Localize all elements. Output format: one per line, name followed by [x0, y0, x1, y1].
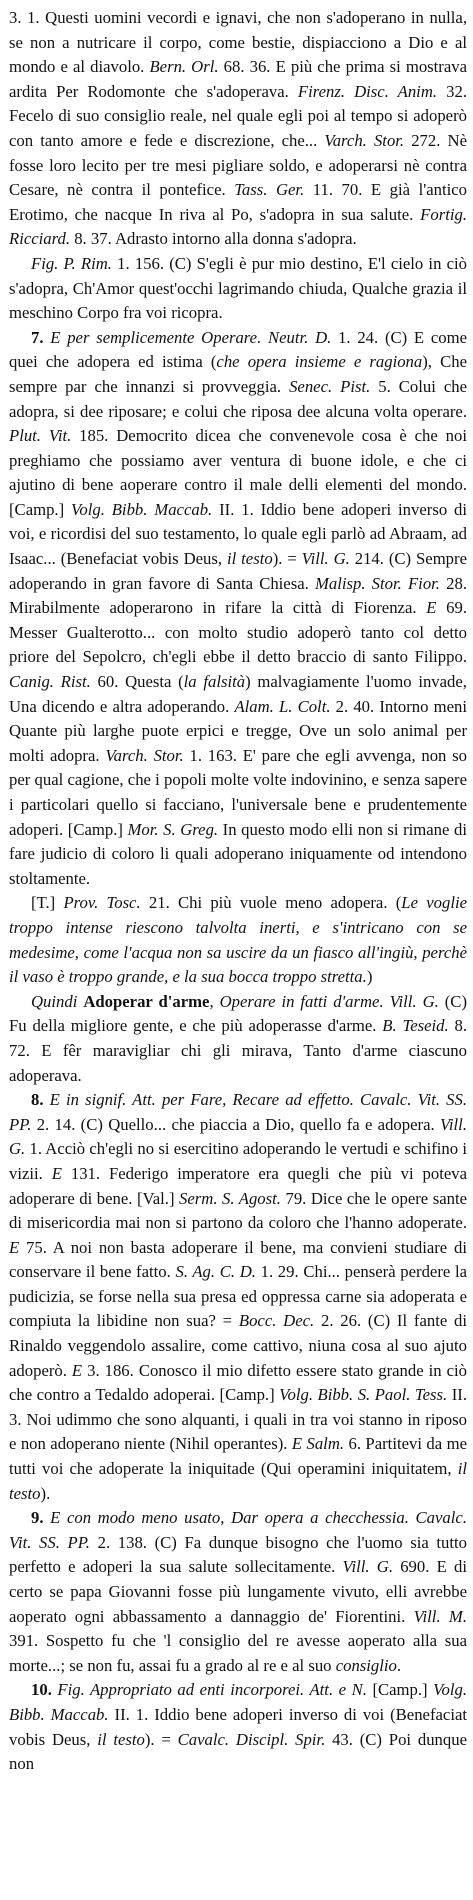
- citation-text: Prov. Tosc.: [63, 893, 141, 913]
- body-text: 1. 156. (C) S'egli è pur mio destino, E'l cielo in ciò s'adopra, Ch'Amor quest'occhi lagrimando chiuda, Qualche grazia il meschino Corpo fra voi ricopra.: [9, 253, 467, 323]
- body-text: 60. Questa (: [90, 672, 184, 692]
- citation-text: Varch. Stor.: [324, 130, 405, 150]
- citation-text: che opera insieme e ragiona: [216, 352, 423, 372]
- citation-text: E: [51, 1163, 62, 1183]
- citation-text: Tass. Ger.: [234, 180, 305, 200]
- citation-text: Fig. P. Rim.: [31, 253, 112, 273]
- citation-text: Fig. Appropriato ad enti incorporei. Att. e N.: [57, 1680, 367, 1700]
- body-text: 214. (C) Sempre adoperando in gran favore di Santa Chiesa.: [9, 549, 467, 593]
- body-text: II. 1. Iddio bene adoperi inverso di voi (Benefaciat vobis Deus,: [9, 1704, 468, 1749]
- entry-paragraph-p6: [9, 1088, 467, 1506]
- citation-text: Vill. G.: [342, 1557, 393, 1577]
- citation-text: Volg. Bibb. S. Paol. Tess.: [279, 1385, 448, 1405]
- body-text: In questo modo elli non si rimane di fare judicio di coloro li quali adoperano iniquamente od intendono stoltamente.: [9, 819, 467, 888]
- citation-text: Serm. S. Agost.: [179, 1188, 281, 1208]
- body-text: 185. Democrito dicea che convenevole cosa è che noi preghiamo che possiamo aver ventura di buone idole, e che ci ajutino di bene aoperare contro il male delli elementi del mondo. [Camp.]: [9, 426, 467, 519]
- citation-text: E con modo meno usato, Dar opera a checchessia. Cavalc. Vit. SS. PP.: [9, 1508, 467, 1552]
- citation-text: Bocc. Dec.: [238, 1311, 315, 1331]
- body-text: ), Che sempre par che innanzi si provveggia.: [9, 352, 467, 396]
- citation-text: E: [71, 1360, 83, 1380]
- entry-paragraph-p4: [9, 891, 467, 989]
- body-text: 75. A noi non basta adoperare il bene, ma convieni studiare di conservare il bene fatto.: [9, 1237, 467, 1282]
- body-text: 2. 40. Intorno meni Quante più larghe puote erpici e tregge, Ove un solo animal per molti adopra.: [9, 696, 467, 765]
- citation-text: Varch. Stor.: [105, 745, 184, 765]
- section-number: 7.: [31, 327, 51, 347]
- body-text: 272. Nè fosse loro lecito per tre mesi pigliare soldo, e adoperarsi nè contra Cesare, nè contra il pontefice.: [9, 130, 467, 200]
- citation-text: il testo: [226, 549, 273, 569]
- body-text: ): [366, 967, 373, 987]
- body-text: 21. Chi più vuole meno adopera. (: [140, 893, 402, 913]
- body-text: 1. 29. Chi... penserà perdere la pudicizia, se forse nella sua presa ed oppressa carne sia adoperata e compiuta la libidine non sua? =: [9, 1262, 468, 1331]
- body-text: ). =: [144, 1729, 178, 1749]
- citation-text: consiglio: [335, 1655, 397, 1675]
- citation-text: Operare in fatti d'arme. Vill. G.: [219, 991, 439, 1011]
- citation-text: Plut. Vit.: [9, 426, 72, 446]
- citation-text: Malisp. Stor. Fior.: [314, 573, 440, 593]
- citation-text: Vill. G.: [9, 1114, 467, 1159]
- body-text: 2. 138. (C) Fa dunque bisogno che l'uomo sia tutto perfetto e adoperi la sua salute sollecitamente.: [9, 1532, 467, 1577]
- body-text: ,: [209, 991, 220, 1011]
- body-text: 69. Messer Gualterotto... con molto studio adoperò tanto col detto priore del Sepolcro, ch'egli ebbe il detto braccio di santo Filippo.: [9, 598, 468, 667]
- citation-text: E per semplicemente Operare. Neutr. D.: [50, 327, 332, 347]
- body-text: 1. 24. (C) E come quei che adopera ed istima (: [9, 327, 468, 372]
- body-text: 391. Sospetto fu che 'l consiglio del re avesse aoperato alla sua morte...; se non fu, assai fu a grado al re e al suo: [9, 1631, 467, 1675]
- section-number: 9.: [31, 1508, 51, 1528]
- citation-text: Senec. Pist.: [289, 376, 371, 396]
- citation-text: Cavalc. Discipl. Spir.: [177, 1729, 326, 1749]
- citation-text: Bern. Orl.: [149, 57, 219, 77]
- entry-paragraph-p1: [9, 6, 467, 252]
- section-number: Adoperar d'arme: [83, 991, 210, 1011]
- citation-text: Firenz. Disc. Anim.: [297, 81, 438, 101]
- body-text: 1. 163. E' pare che egli avvenga, non so per qual cagione, che i popoli molte volte indovinino, e senza sapere i particolari quello si facciano, l'universale bene e prudentemente adoperi. [Camp.]: [9, 745, 468, 839]
- body-text: 8. 37. Adrasto intorno alla donna s'adopra.: [70, 229, 357, 249]
- body-text: ). =: [272, 549, 302, 569]
- body-text: [T.]: [31, 893, 64, 913]
- entry-paragraph-p3: [9, 326, 467, 892]
- citation-text: Quindi: [31, 991, 84, 1011]
- citation-text: E: [9, 1237, 20, 1257]
- body-text: 2. 14. (C) Quello... che piaccia a Dio, quello fa e adopera.: [31, 1114, 440, 1134]
- body-text: 6. Partitevi da me tutti voi che adoperate la iniquitade (Qui operamini iniquitatem,: [9, 1434, 467, 1479]
- body-text: 3. 1. Questi uomini vecordi e ignavi, che non s'adoperano in nulla, se non a nutricare il corpo, come bestie, dispiacciono a Dio e al mondo e al diavolo.: [9, 8, 467, 77]
- citation-text: B. Teseid.: [382, 1016, 449, 1036]
- body-text: 32. Fecelo di suo consiglio reale, nel quale egli poi al tempo si adoperò con tanto amore e fede e discrezione, che...: [9, 81, 467, 150]
- body-text: 43. (C) Poi dunque non: [9, 1729, 467, 1774]
- body-text: 28. Mirabilmente adoperarono in rifare la città di Fiorenza.: [9, 573, 468, 618]
- citation-text: Vill. G.: [301, 549, 350, 569]
- citation-text: E in signif. Att. per Fare, Recare ad effetto. Cavalc. Vit. SS. PP.: [9, 1090, 468, 1134]
- body-text: (C) Fu della migliore gente, e che più adoperasse d'arme.: [9, 991, 467, 1036]
- citation-text: S. Ag. C. D.: [175, 1262, 256, 1282]
- citation-text: E Salm.: [291, 1434, 345, 1454]
- citation-text: il testo: [9, 1459, 467, 1503]
- body-text: 1. Acciò ch'egli no si esercitino adoperando le vertudi e schifino i vizii.: [9, 1139, 467, 1183]
- body-text: II. 1. Iddio bene adoperi inverso di voi, e ricordisi del suo testamento, lo quale egli parlò ad Abraam, ad Isaac... (Benefaciat vobis Deus,: [9, 499, 468, 569]
- body-text: 11. 70. E già l'antico Erotimo, che nacque In riva al Po, s'adopra in sua salute.: [9, 180, 467, 224]
- citation-text: Mor. S. Greg.: [127, 819, 219, 839]
- citation-text: Volg. Bibb. Maccab.: [9, 1680, 468, 1724]
- citation-text: il testo: [97, 1729, 145, 1749]
- body-text: 68. 36. E più che prima si mostrava ardita Per Rodomonte che s'adoperava.: [9, 57, 468, 101]
- citation-text: la falsità: [183, 672, 246, 692]
- citation-text: Le voglie troppo intense riescono talvolta inerti, e s'intricano con se medesime, come l'acqua non sa uscire da un fiasco all'ingiù, perchè il vaso è troppo grande, e la sua bocca troppo stretta.: [9, 893, 467, 987]
- body-text: 690. E di certo se papa Giovanni fosse più lungamente vivuto, elli avrebbe aoperato ogni abbassamento a dannaggio de' Fiorentini.: [9, 1557, 467, 1626]
- entry-paragraph-p8: [9, 1678, 467, 1776]
- body-text: 5. Colui che adopra, si dee riposare; e colui che riposa dee alcuna volta operare.: [9, 376, 467, 421]
- citation-text: Canig. Rist.: [9, 672, 91, 692]
- body-text: II. 3. Noi udimmo che sono alquanti, i quali in tra voi stanno in riposo e non adoperano niente (Nihil operantes).: [9, 1385, 468, 1454]
- entry-paragraph-p2: [9, 252, 467, 326]
- body-text: 131. Federigo imperatore era quegli che più vi poteva adoperare di bene. [Val.]: [9, 1163, 467, 1208]
- citation-text: Alam. L. Colt.: [234, 696, 331, 716]
- body-text: 3. 186. Conosco il mio difetto essere stato grande in ciò che contro a Tedaldo adoperai. [Camp.]: [9, 1360, 467, 1405]
- citation-text: Volg. Bibb. Maccab.: [71, 499, 213, 519]
- body-text: [Camp.]: [366, 1680, 434, 1700]
- body-text: .: [396, 1655, 402, 1675]
- entry-paragraph-p5: [9, 990, 467, 1088]
- citation-text: Vill. M.: [413, 1606, 467, 1626]
- body-text: 79. Dice che le opere sante di misericordia mai non si partono da coloro che l'hanno adoperate.: [9, 1188, 467, 1233]
- citation-text: Fortig. Ricciard.: [9, 204, 467, 249]
- body-text: ) malvagiamente l'uomo invade, Una dicendo e altra adoperando.: [9, 672, 467, 716]
- body-text: 8. 72. E fêr maravigliar chi gli mirava, Tanto d'arme ciascuno adoperava.: [9, 1016, 468, 1085]
- entry-paragraph-p7: [9, 1506, 467, 1678]
- body-text: 2. 26. (C) Il fante di Rinaldo veggendolo assalire, come cattivo, niuna cosa al suo ajuto adoperò.: [9, 1311, 468, 1380]
- citation-text: E: [426, 598, 437, 618]
- body-text: ).: [40, 1483, 51, 1503]
- section-number: 10.: [31, 1680, 58, 1700]
- section-number: 8.: [31, 1090, 50, 1110]
